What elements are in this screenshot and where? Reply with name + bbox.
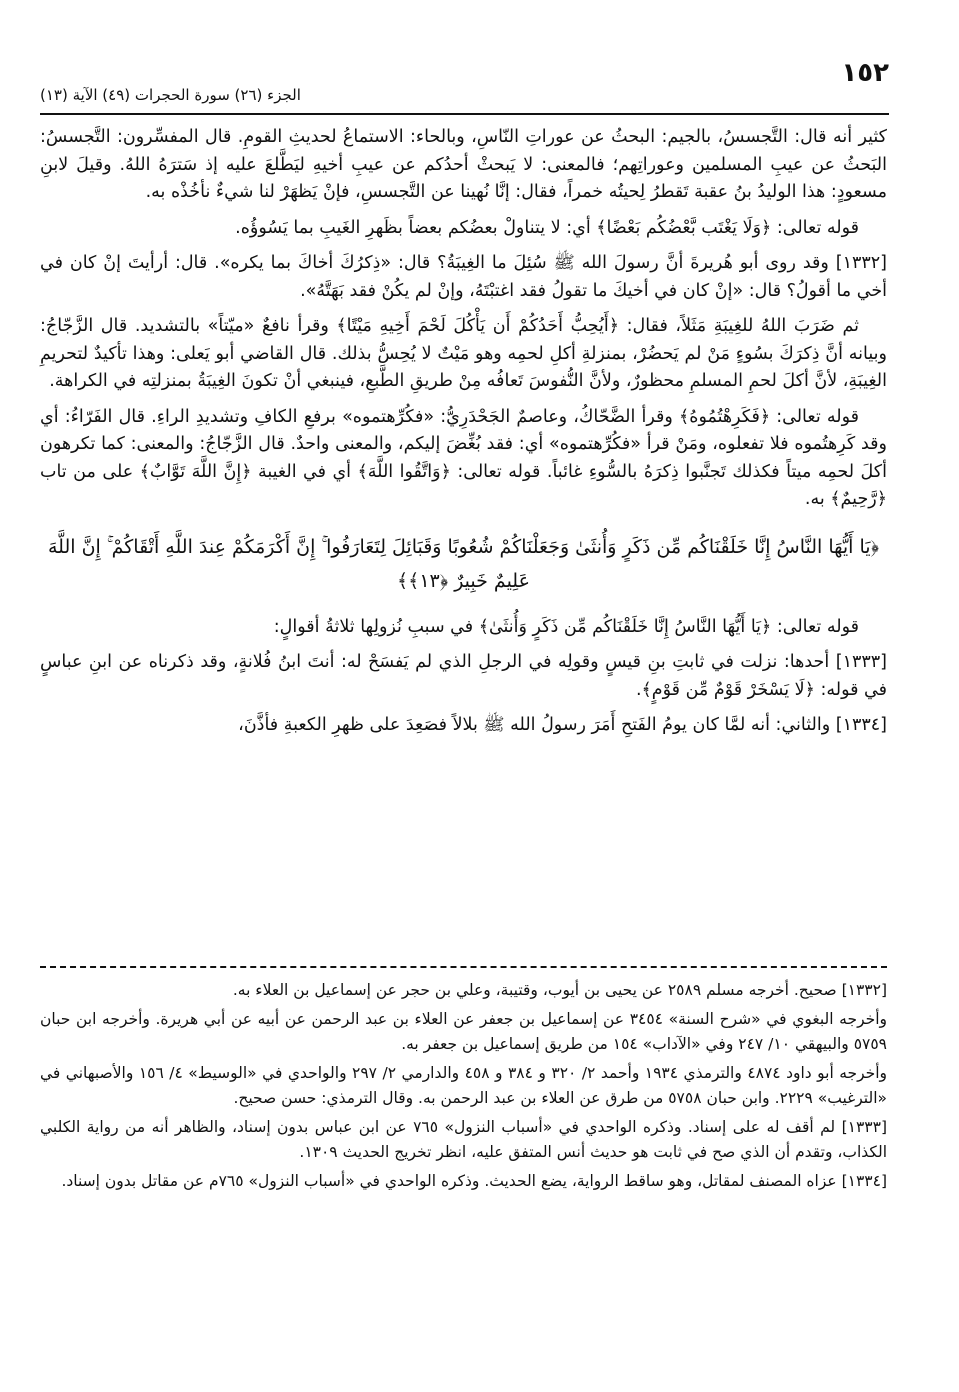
footnote: [١٣٣٣] لم أقف له على إسناد. وذكره الواحدي في «أسباب النزول» ٧٦٥ عن ابن عباس بدون إسناد، والظاهر أنه من رواية الكلبي الكذاب، وتقدم أن الذي صح في ثابت هو حديث أنس المتفق عليه، انظر تخريج الحديث ١٣٠٩. (40, 1118, 887, 1161)
header-rule (40, 113, 889, 115)
hadith-paragraph: [١٣٣٣] أحدها: نزلت في ثابتِ بنِ قيسٍ وقولِه في الرجلِ الذي لم يَفسَحْ له: أنتَ ابنُ فُلانةٍ، وقد ذكرناه عن ابنِ عباسٍ في قوله: ﴿لَا يَسْخَرْ قَوْمٌ مِّن قَوْمٍ﴾. (40, 652, 887, 700)
footnote-separator (40, 966, 887, 968)
footnote: [١٣٣٢] صحيح. أخرجه مسلم ٢٥٨٩ عن يحيى بن أيوب، وقتيبة، وعلي بن حجر عن إسماعيل بن العلاء به. (232, 981, 887, 999)
footnote: وأخرجه البغوي في «شرح السنة» ٣٤٥٤ عن إسماعيل بن جعفر عن العلاء بن عبد الرحمن عن أبيه عن أبي هريرة. وأخرجه ابن حبان ٥٧٥٩ والبيهقي ١٠/ ٢٤٧ وفي «الآداب» ١٥٤ من طريق إسماعيل بن جعفر به. (40, 1010, 887, 1053)
paragraph: ثم ضَرَبَ اللهُ للغِيبَةِ مَثَلاً، فقال: ﴿أَيُحِبُّ أَحَدُكُمْ أَن يَأْكُلَ لَحْمَ أَخِيهِ مَيْتًا﴾ وقرأ نافعٌ «ميّتاً» بالتشديد. قال الزَّجّاجُ: وبيانه أنَّ ذِكرَكَ بسُوءٍ مَنْ لم يَحضُرْ، بمنزلةِ أكلِ لحمِه وهو مَيْتٌ لا يُحِسُّ بذلك. قال القاضي أبو يَعلى: وهذا تأكيدٌ لتحريمِ الغِيبَةِ، لأنَّ أكلَ لحمِ المسلمِ محظورٌ، ولأنَّ النُّفوسَ تَعافُه مِنْ طريقِ الطَّبعِ، فينبغي أنْ تكونَ الغِيبَةُ بمنزلتِه في الكراهة. (40, 316, 887, 391)
footnote: وأخرجه أبو داود ٤٨٧٤ والترمذي ١٩٣٤ وأحمد ٢/ ٣٢٠ و ٣٨٤ و ٤٥٨ والدارمي ٢/ ٢٩٧ والواحدي في «الوسيط» ٤/ ١٥٦ والأصبهاني في «الترغيب» ٢٢٢٩. وابن حبان ٥٧٥٨ من طرق عن العلاء بن عبد الرحمن به. وقال الترمذي: حسن صحيح. (40, 1064, 888, 1107)
paragraph: قوله تعالى: ﴿وَلَا يَغْتَب بَّعْضُكُم بَعْضًا﴾ أي: لا يتناولْ بعضُكم بعضاً بظَهرِ الغَيبِ بما يَسُوؤُه. (235, 217, 859, 238)
paragraph: قوله تعالى: ﴿يَا أَيُّهَا النَّاسُ إِنَّا خَلَقْنَاكُم مِّن ذَكَرٍ وَأُنثَىٰ﴾ في سببِ نُزولِها ثلاثةُ أقوالٍ: (273, 616, 859, 637)
paragraph: كثير أنه قال: التَّجسسُ، بالجيم: البحثُ عن عوراتِ النّاسِ، وبالحاء: الاستماعُ لحديثِ القومِ. قال المفسِّرون: التَّجسسُ: البَحثُ عن عيبِ المسلمين وعوراتِهم؛ فالمعنى: لا يَبحثْ أحدُكم عن عيبِ أخيهِ ليَطَّلعَ عليه إذ سَترَهُ اللهُ. وقيلَ لابنِ مسعودٍ: هذا الوليدُ بنُ عقبة تَقطرُ لِحيتُه خمراً، فقال: إنَّا نُهينا عن التَّجسسِ، فإنْ يَظهَرْ لنا شيءٌ نأخُذْه به. (40, 127, 887, 202)
running-head: الجزء (٢٦) سورة الحجرات (٤٩) الآية (١٣) (40, 86, 301, 104)
page-header (40, 58, 889, 108)
page-number: ١٥٢ (841, 58, 889, 88)
hadith-paragraph: [١٣٣٤] والثاني: أنه لمَّا كان يومُ الفَتحِ أَمَرَ رسولُ الله ﷺ بلالاً فصَعِدَ على ظهرِ الكعبةِ فأذَّنَ، (238, 715, 887, 735)
paragraph: قوله تعالى: ﴿فَكَرِهْتُمُوهُ﴾ وقرأ الضَّحّاكُ، وعاصمٌ الجَحْدَرِيُّ: «فكُرِّهتموه» برفعِ الكافِ وتشديدِ الراءِ. قال الفَرّاءُ: أي وقد كَرِهتُموه فلا تفعلوه، ومَنْ قرأ «فكُرِّهتموه» أي: فقد بُغِّضَ إليكم، والمعنى واحدٌ. قال الزَّجّاجُ: والمعنى: كما تكرهون أكلَ لحمِه ميتاً فكذلك تَجنَّبوا ذِكرَهُ بالسُّوءِ غائباً. قوله تعالى: ﴿وَاتَّقُوا اللَّهَ﴾ أي في الغيبة ﴿إِنَّ اللَّهَ تَوَّابٌ﴾ على من تاب ﴿رَّحِيمٌ﴾ به. (40, 406, 887, 509)
footnotes (40, 978, 887, 1198)
quran-verse: ﴿يَا أَيُّهَا النَّاسُ إِنَّا خَلَقْنَاكُم مِّن ذَكَرٍ وَأُنثَىٰ وَجَعَلْنَاكُمْ شُعُوبًا وَقَبَائِلَ لِتَعَارَفُوا ۚ إِنَّ أَكْرَمَكُمْ عِندَ اللَّهِ أَتْقَاكُمْ ۚ إِنَّ اللَّهَ عَلِيمٌ خَبِيرٌ ﴿١٣﴾﴾ (48, 535, 879, 592)
hadith-paragraph: [١٣٣٢] وقد روى أبو هُريرةَ أنَّ رسولَ الله ﷺ سُئِلَ ما الغِيبَةُ؟ قال: «ذِكرُكَ أخاكَ بما يكره». قال: أرأيتَ إنْ كان في أخي ما أقولُ؟ قال: «إنْ كان في أخيكَ ما تقولُ فقد اغتبْتَهُ، وإنْ لم يكُنْ فقد بَهَتَّهُ». (40, 253, 887, 301)
main-text (40, 124, 887, 748)
footnote: [١٣٣٤] عزاه المصنف لمقاتل، وهو ساقط الرواية، يضع الحديث. وذكره الواحدي في «أسباب النزول» ٧٦٥م عن مقاتل بدون إسناد. (61, 1172, 887, 1190)
